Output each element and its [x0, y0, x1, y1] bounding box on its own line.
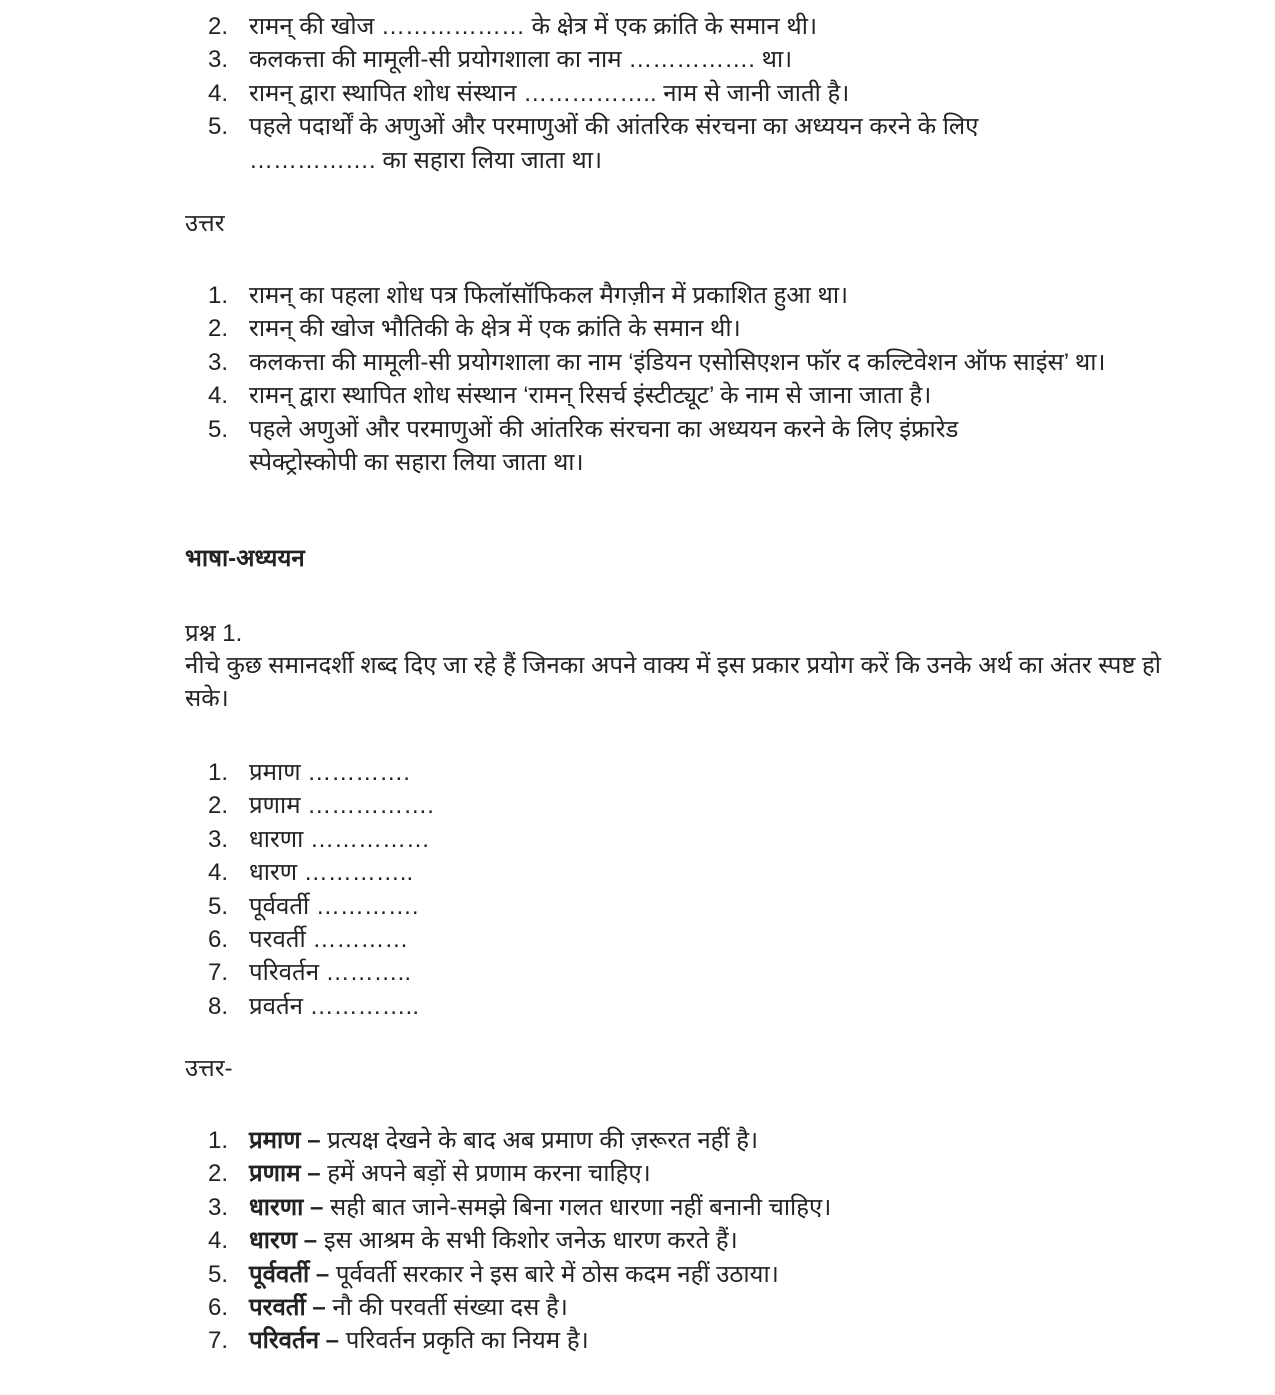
- item-text: प्रणाम …………….: [249, 792, 434, 820]
- item-number: 3.: [208, 348, 229, 376]
- item-number: 2.: [208, 792, 229, 820]
- section-heading: भाषा-अध्ययन: [185, 545, 305, 572]
- item-text: रामन् द्वारा स्थापित शोध संस्थान ‘रामन् रिसर्च इंस्टीट्यूट’ के नाम से जाना जाता है।: [249, 382, 932, 410]
- list-item: [208, 1258, 831, 1291]
- item-number: 8.: [208, 992, 229, 1020]
- list-item: [208, 1124, 831, 1157]
- item-number: 5.: [208, 415, 229, 443]
- list-item: [208, 10, 1129, 43]
- list-item: [208, 346, 1129, 379]
- answer-word: परवर्ती –: [249, 1294, 326, 1322]
- answer-heading: उत्तर-: [185, 1055, 233, 1082]
- list-item: [208, 279, 1129, 312]
- list-item: [208, 1224, 831, 1257]
- list-item: [208, 1191, 831, 1224]
- answer-word: धारणा –: [249, 1193, 324, 1221]
- list-item: [208, 756, 434, 789]
- item-text: धारण …………..: [249, 859, 414, 887]
- item-number: 7.: [208, 959, 229, 987]
- words-list: [208, 756, 434, 1023]
- answer-sentence: प्रत्यक्ष देखने के बाद अब प्रमाण की ज़रूरत नहीं है।: [320, 1127, 759, 1154]
- item-text: धारणा ……………: [249, 825, 431, 853]
- item-text: रामन् का पहला शोध पत्र फिलॉसॉफिकल मैगज़ीन में प्रकाशित हुआ था।: [249, 282, 849, 309]
- list-item: [208, 1291, 831, 1324]
- list-item: [208, 823, 434, 856]
- item-text: पूर्ववर्ती ………….: [249, 892, 419, 920]
- question-label: प्रश्न 1.: [185, 620, 243, 647]
- item-number: 5.: [208, 113, 229, 141]
- answers-list: [208, 279, 1129, 479]
- list-item: [208, 1324, 831, 1357]
- item-number: 6.: [208, 926, 229, 954]
- item-number: 4.: [208, 1227, 229, 1255]
- item-number: 2.: [208, 13, 229, 40]
- list-item: [208, 956, 434, 989]
- list-item: [208, 413, 1129, 480]
- item-text: प्रमाण ………….: [249, 759, 410, 786]
- item-number: 5.: [208, 1260, 229, 1288]
- item-text: प्रवर्तन …………..: [249, 992, 420, 1020]
- answer-word: पूर्ववर्ती –: [249, 1260, 330, 1288]
- list-item: [208, 1157, 831, 1190]
- item-number: 1.: [208, 282, 229, 309]
- list-item: [208, 379, 1129, 412]
- item-number: 6.: [208, 1294, 229, 1322]
- fill-blanks-list: [208, 10, 1129, 177]
- item-text: रामन् द्वारा स्थापित शोध संस्थान …………….. नाम से जानी जाती है।: [249, 79, 850, 107]
- list-item: [208, 789, 434, 822]
- list-item: [208, 312, 1129, 345]
- item-number: 3.: [208, 825, 229, 853]
- list-item: [208, 77, 1129, 110]
- item-text: पहले पदार्थों के अणुओं और परमाणुओं की आंतरिक संरचना का अध्ययन करने के लिए ……………. का सहारा लिया जाता था।: [249, 113, 979, 174]
- item-number: 3.: [208, 46, 229, 74]
- item-number: 4.: [208, 79, 229, 107]
- item-text: परवर्ती …………: [249, 926, 409, 954]
- item-number: 1.: [208, 759, 229, 786]
- item-number: 2.: [208, 315, 229, 343]
- answer-sentence: नौ की परवर्ती संख्या दस है।: [325, 1294, 568, 1322]
- item-text: पहले अणुओं और परमाणुओं की आंतरिक संरचना का अध्ययन करने के लिए इंफ्रारेड स्पेक्ट्रोस्कोपी का सहारा लिया जाता था।: [249, 415, 959, 477]
- answer-word: प्रणाम –: [249, 1160, 321, 1188]
- answer-word: परिवर्तन –: [249, 1327, 340, 1355]
- item-number: 5.: [208, 892, 229, 920]
- item-number: 7.: [208, 1327, 229, 1355]
- list-item: [208, 890, 434, 923]
- answer-sentence: सही बात जाने-समझे बिना गलत धारणा नहीं बनानी चाहिए।: [323, 1193, 832, 1221]
- sentence-answers-list: [208, 1124, 831, 1358]
- answer-word: धारण –: [249, 1227, 318, 1255]
- answer-sentence: परिवर्तन प्रकृति का नियम है।: [339, 1327, 589, 1355]
- answer-sentence: इस आश्रम के सभी किशोर जनेऊ धारण करते हैं।: [317, 1227, 738, 1255]
- item-text: रामन् की खोज ……………… के क्षेत्र में एक क्रांति के समान थी।: [249, 13, 818, 40]
- list-item: [208, 110, 1129, 177]
- list-item: [208, 990, 434, 1023]
- item-text: परिवर्तन ………..: [249, 959, 412, 987]
- question-text: नीचे कुछ समानदर्शी शब्द दिए जा रहे हैं जिनका अपने वाक्य में इस प्रकार प्रयोग करें कि उनके अर्थ का अंतर स्पष्ट हो सके।: [185, 652, 1162, 712]
- item-number: 4.: [208, 382, 229, 410]
- list-item: [208, 43, 1129, 76]
- item-number: 3.: [208, 1193, 229, 1221]
- item-text: कलकत्ता की मामूली-सी प्रयोगशाला का नाम ‘इंडियन एसोसिएशन फॉर द कल्टिवेशन ऑफ साइंस’ था।: [249, 348, 1106, 376]
- item-number: 1.: [208, 1127, 229, 1154]
- answer-sentence: पूर्ववर्ती सरकार ने इस बारे में ठोस कदम नहीं उठाया।: [329, 1260, 779, 1288]
- item-text: कलकत्ता की मामूली-सी प्रयोगशाला का नाम ……………. था।: [249, 46, 793, 74]
- list-item: [208, 923, 434, 956]
- item-number: 2.: [208, 1160, 229, 1188]
- answer-heading: उत्तर: [185, 210, 225, 237]
- item-number: 4.: [208, 859, 229, 887]
- answer-sentence: हमें अपने बड़ों से प्रणाम करना चाहिए।: [320, 1160, 651, 1188]
- list-item: [208, 856, 434, 889]
- answer-word: प्रमाण –: [249, 1127, 321, 1154]
- item-text: रामन् की खोज भौतिकी के क्षेत्र में एक क्रांति के समान थी।: [249, 315, 741, 343]
